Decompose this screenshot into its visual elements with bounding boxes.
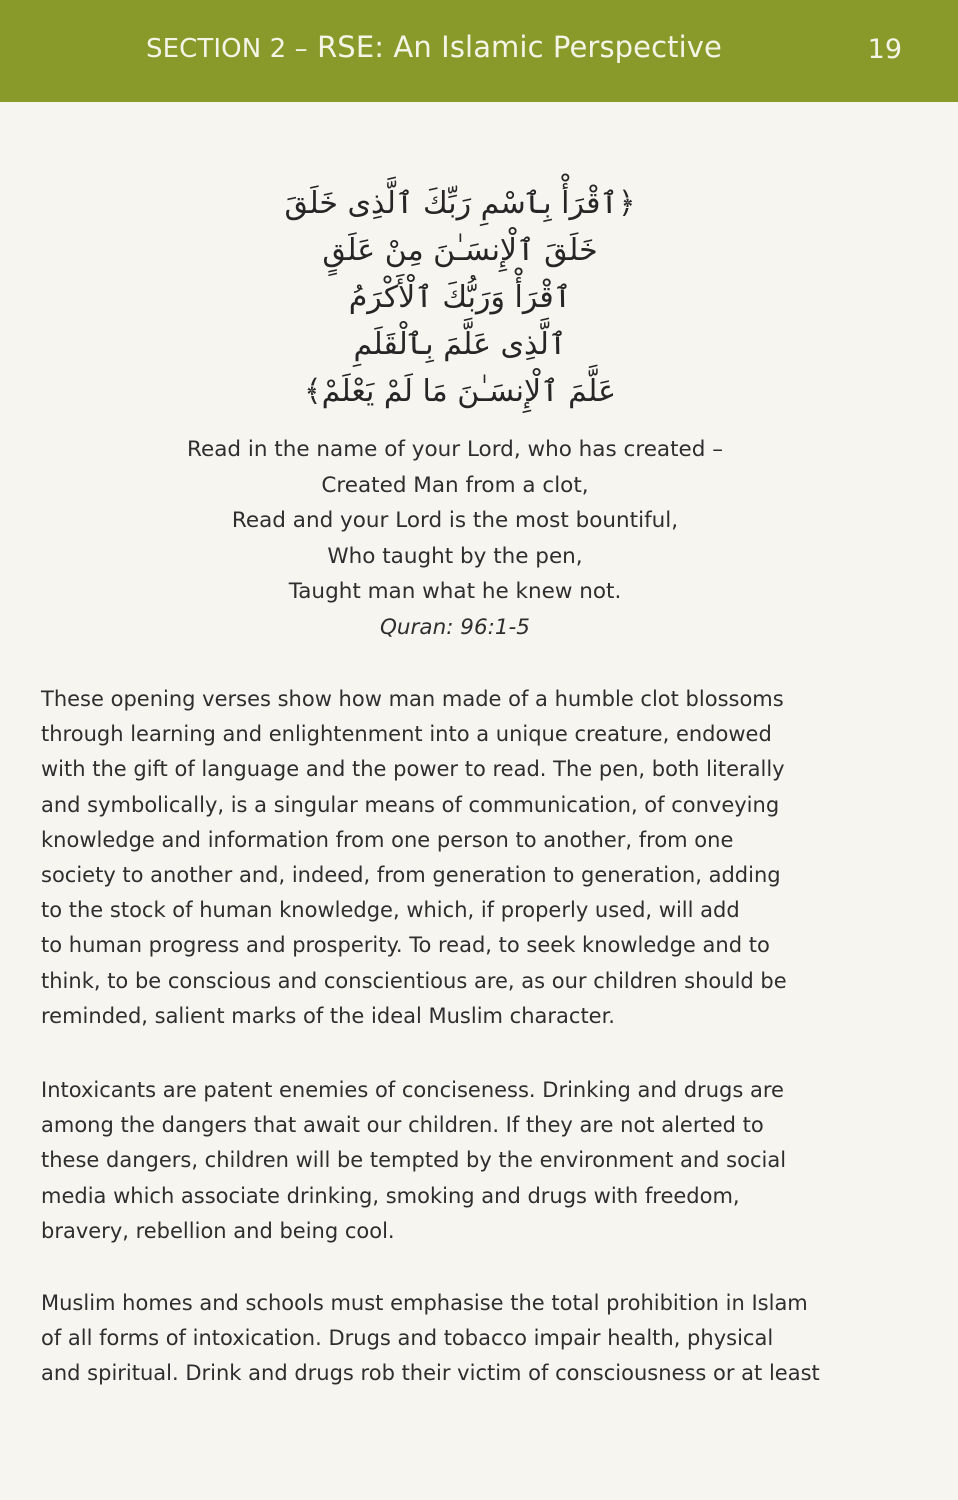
body-paragraph-1	[41, 682, 901, 1034]
paragraph-line: to human progress and prosperity. To read, to seek knowledge and to	[41, 933, 770, 958]
paragraph-line: Muslim homes and schools must emphasise the total prohibition in Islam	[41, 1291, 808, 1315]
translation-line: Read and your Lord is the most bountiful,	[231, 508, 679, 533]
paragraph-line: to the stock of human knowledge, which, if properly used, will add	[41, 898, 740, 923]
arabic-verse-line: ﴿ٱقْرَأْ بِٱسْمِ رَبِّكَ ٱلَّذِى خَلَقَ	[284, 186, 636, 221]
translation-line: Who taught by the pen,	[327, 543, 583, 569]
translation-line: Created Man from a clot,	[321, 472, 589, 498]
paragraph-line: with the gift of language and the power to read. The pen, both literally	[41, 757, 785, 782]
paragraph-line: media which associate drinking, smoking and drugs with freedom,	[41, 1183, 740, 1208]
paragraph-line: Intoxicants are patent enemies of conciseness. Drinking and drugs are	[41, 1078, 784, 1102]
running-header-title	[146, 30, 722, 64]
section-label: SECTION 2 –	[146, 34, 308, 64]
verse-translation	[100, 432, 810, 645]
arabic-verse-line: خَلَقَ ٱلْإِنسَـٰنَ مِنْ عَلَقٍ	[322, 233, 598, 268]
arabic-verse-line: عَلَّمَ ٱلْإِنسَـٰنَ مَا لَمْ يَعْلَمْ﴾	[304, 374, 616, 409]
quran-citation: Quran: 96:1-5	[380, 614, 530, 640]
arabic-quran-verses	[250, 180, 670, 415]
page-number: 19	[867, 34, 902, 65]
paragraph-line: among the dangers that await our children. If they are not alerted to	[41, 1113, 764, 1138]
paragraph-line: think, to be conscious and conscientious are, as our children should be	[41, 968, 787, 993]
section-header-band	[0, 0, 958, 102]
arabic-verse-line: ٱقْرَأْ وَرَبُّكَ ٱلْأَكْرَمُ	[348, 280, 572, 315]
arabic-verse-line: ٱلَّذِى عَلَّمَ بِٱلْقَلَمِ	[353, 327, 567, 362]
paragraph-line: knowledge and information from one person to another, from one	[41, 827, 734, 852]
paragraph-line: reminded, salient marks of the ideal Muslim character.	[41, 1003, 615, 1028]
paragraph-line: and spiritual. Drink and drugs rob their victim of consciousness or at least	[41, 1361, 820, 1386]
paragraph-line: these dangers, children will be tempted by the environment and social	[41, 1148, 787, 1173]
translation-line: Taught man what he knew not.	[288, 579, 622, 604]
paragraph-line: through learning and enlightenment into a unique creature, endowed	[41, 722, 772, 747]
paragraph-line: society to another and, indeed, from generation to generation, adding	[41, 862, 781, 887]
paragraph-line: of all forms of intoxication. Drugs and tobacco impair health, physical	[41, 1326, 774, 1351]
paragraph-line: These opening verses show how man made of a humble clot blossoms	[41, 687, 784, 711]
body-paragraph-2	[41, 1073, 901, 1249]
paragraph-line: and symbolically, is a singular means of communication, of conveying	[41, 792, 780, 817]
body-paragraph-3	[41, 1286, 901, 1392]
translation-line: Read in the name of your Lord, who has created –	[187, 437, 723, 462]
section-title: RSE: An Islamic Perspective	[317, 30, 722, 64]
paragraph-line: bravery, rebellion and being cool.	[41, 1218, 395, 1243]
